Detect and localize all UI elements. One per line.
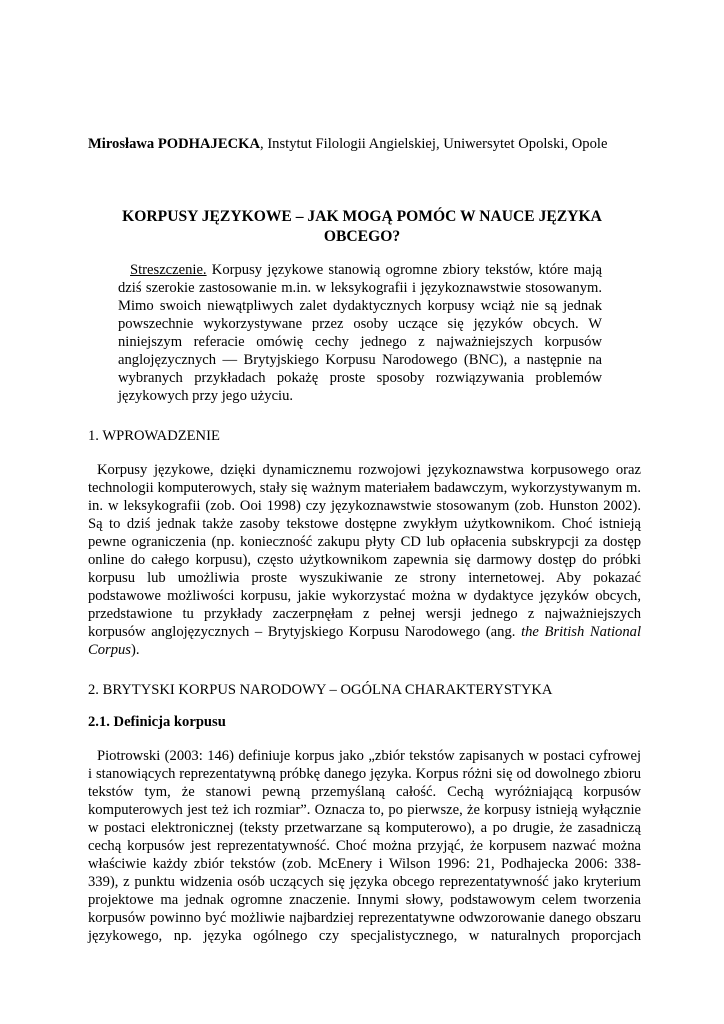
body-line: korpusu lub umożliwia proste wyszukiwanie ze strony internetowej. Aby pokazać	[88, 570, 641, 586]
author-affiliation: , Instytut Filologii Angielskiej, Uniwersytet Opolski, Opole	[260, 136, 608, 152]
abstract-line: anglojęzycznych — Brytyjskiego Korpusu Narodowego (BNC), a następnie na	[118, 352, 602, 368]
section-heading-1: 1. WPROWADZENIE	[88, 428, 220, 444]
abstract-line: wybranych przykładach pokażę proste sposoby rozwiązywania problemów	[118, 370, 602, 386]
body-line: językowego, np. języka ogólnego czy specjalistycznego, w naturalnych proporcjach	[88, 928, 641, 944]
abstract-line: niniejszym referacie omówię cechy jednego z najważniejszych korpusów	[118, 334, 602, 350]
paper-title-line-1: KORPUSY JĘZYKOWE – JAK MOGĄ POMÓC W NAUCE JĘZYKA	[122, 208, 602, 225]
body-line: komputerowych jest też ich rozmiar”. Oznacza to, po pierwsze, że korpusy istnieją wyłącznie	[88, 802, 641, 818]
body-line: 339), z punktu widzenia osób uczących się języka obcego reprezentatywność jako kryterium	[88, 874, 641, 890]
author-name: Mirosława PODHAJECKA	[88, 136, 261, 152]
body-line: pewne ograniczenia (np. konieczność zakupu płyty CD lub opłacenia subskrypcji za dostęp	[88, 534, 641, 550]
body-line: podstawowe możliwości korpusu, jakie wykorzystać można w dydaktyce języków obcych,	[88, 588, 641, 604]
body-line: właściwie każdy zbiór tekstów (zob. McEnery i Wilson 1996: 21, Podhajecka 2006: 338-	[88, 856, 641, 872]
body-line: in. w leksykografii (zob. Ooi 1998) czy językoznawstwie stosowanym (zob. Hunston 2002).	[88, 498, 641, 514]
body-line: tekstów tym, że stanowi pewną przemyślaną całość. Cechą wyróżniającą korpusów	[88, 784, 641, 800]
abstract-line: Streszczenie. Korpusy językowe stanowią ogromne zbiory tekstów, które mają	[130, 262, 602, 278]
body-line: Corpus).	[88, 642, 140, 658]
body-line: Są to dziś jednak także zasoby tekstowe dostępne zwykłym użytkownikom. Choć istnieją	[88, 516, 641, 532]
body-line: technologii komputerowych, stały się ważnym materiałem badawczym, wykorzystywanym m.	[88, 480, 641, 496]
body-line: korpusów powinno być możliwie najbardziej reprezentatywne odwzorowanie danego obszaru	[88, 910, 641, 926]
author-line	[88, 136, 607, 153]
abstract-line: powszechnie wykorzystywane przez osoby uczące się języków obcych. W	[118, 316, 602, 332]
italic-corpus-name-end: Corpus	[88, 642, 131, 658]
abstract-line: językowych przy jego użyciu.	[118, 388, 294, 404]
section-heading-2: 2. BRYTYSKI KORPUS NARODOWY – OGÓLNA CHARAKTERYSTYKA	[88, 682, 553, 698]
italic-corpus-name: the British National	[521, 624, 642, 640]
body-line: w postaci elektronicznej (teksty przetwarzane są komputerowo), a po drugie, że zasadniczą	[88, 820, 641, 836]
subsection-heading: 2.1. Definicja korpusu	[88, 714, 226, 730]
body-line: przedstawione tu przykłady zaczerpnęłam z pełnej wersji jednego z najważniejszych	[88, 606, 641, 622]
abstract-line: Mimo swoich niewątpliwych zalet dydaktycznych korpusy wciąż nie są jednak	[118, 298, 602, 314]
paper-title-line-2: OBCEGO?	[323, 228, 401, 245]
body-line: projektowe ma jednak ogromne znaczenie. Innymi słowy, podstawowym celem tworzenia	[88, 892, 641, 908]
body-line: Piotrowski (2003: 146) definiuje korpus jako „zbiór tekstów zapisanych w postaci cyfrowej	[97, 748, 641, 764]
body-line: i stanowiących reprezentatywną próbkę danego języka. Korpus różni się od dowolnego zbioru	[88, 766, 641, 782]
body-line: Korpusy językowe, dzięki dynamicznemu rozwojowi językoznawstwa korpusowego oraz	[97, 462, 641, 478]
body-line: online do całego korpusu), często użytkownikom zapewnia się darmowy dostęp do próbki	[88, 552, 641, 568]
body-line: korpusów anglojęzycznych – Brytyjskiego Korpusu Narodowego (ang. the British National	[88, 624, 642, 640]
abstract-line: dziś szerokie zastosowanie m.in. w leksykografii i językoznawstwie stosowanym.	[118, 280, 602, 296]
body-line: cechą korpusów jest reprezentatywność. Choć można przyjąć, że korpusem nazwać można	[88, 838, 641, 854]
abstract-label: Streszczenie.	[130, 262, 207, 278]
